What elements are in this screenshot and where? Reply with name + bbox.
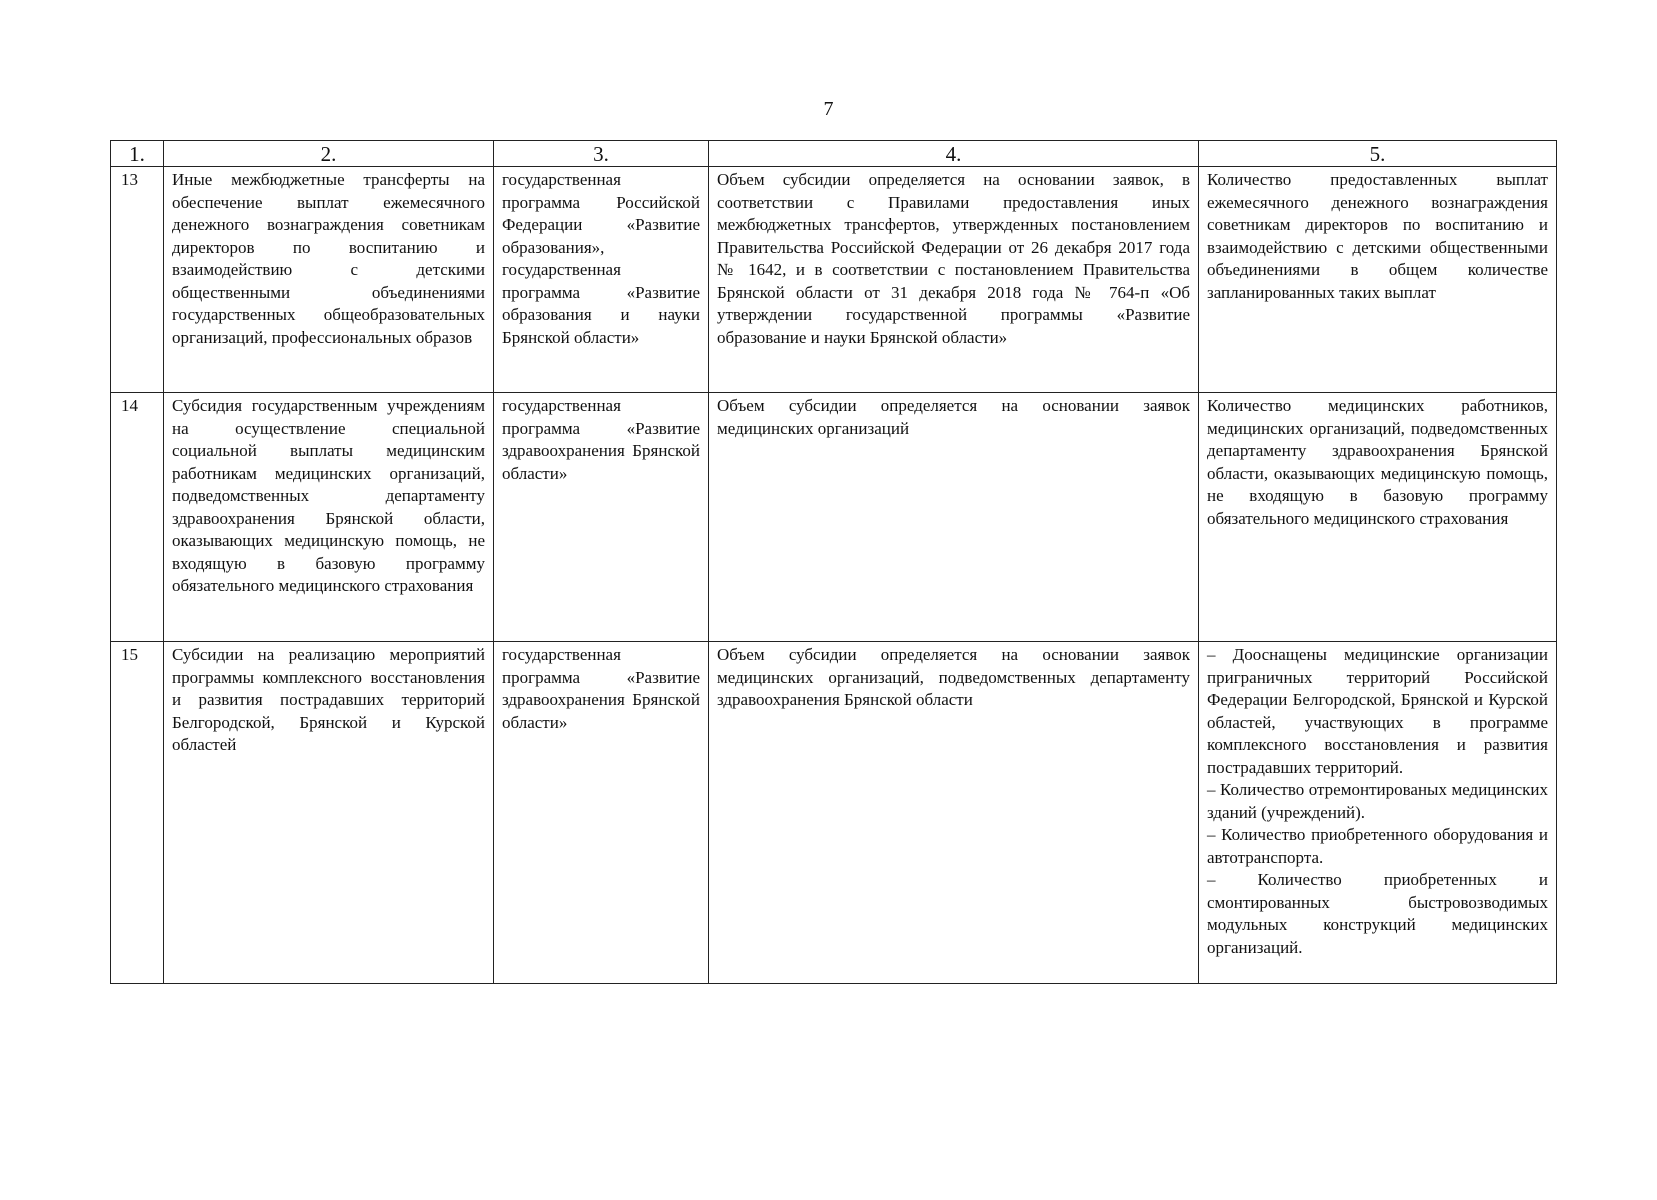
row-method: Объем субсидии определяется на основании заявок, в соответствии с Правилами предоставления иных межбюджетных трансфертов, утвержденных постановлением Правительства Российской Федерации от 26 декабря 2017 года № 1642, и в соответствии с постановлением Правительства Брянской области от 31 декабря 2018 года № 764-п «Об утверждении государственной программы «Развитие образование и науки Брянской области» xyxy=(709,167,1199,393)
table-row xyxy=(111,167,1557,393)
indicator-item: – Дооснащены медицинские организации приграничных территорий Российской Федерации Белгородской, Брянской и Курской областей, участвующих в программе комплексного восстановления и развития пострадавших территорий. xyxy=(1207,645,1548,777)
column-header-method: 4. xyxy=(709,141,1199,167)
row-method: Объем субсидии определяется на основании заявок медицинских организаций xyxy=(709,393,1199,642)
row-program: государственная программа «Развитие здравоохранения Брянской области» xyxy=(494,642,709,984)
table-row xyxy=(111,642,1557,984)
row-name: Иные межбюджетные трансферты на обеспечение выплат ежемесячного денежного вознаграждения советникам директоров по воспитанию и взаимодействию с детскими общественными объединениями государственных общеобразовательных организаций, профессиональных образов xyxy=(164,167,494,393)
row-program: государственная программа Российской Федерации «Развитие образования», государственная программа «Развитие образования и науки Брянской области» xyxy=(494,167,709,393)
column-header-program: 3. xyxy=(494,141,709,167)
row-name: Субсидия государственным учреждениям на осуществление специальной социальной выплаты медицинским работникам медицинских организаций, подведомственных департаменту здравоохранения Брянской области, оказывающих медицинскую помощь, не входящую в базовую программу обязательного медицинского страхования xyxy=(164,393,494,642)
table-header-row xyxy=(111,141,1557,167)
row-indicator xyxy=(1199,642,1557,984)
row-indicator: Количество предоставленных выплат ежемесячного денежного вознаграждения советникам директоров по воспитанию и взаимодействию с детскими общественными объединениями в общем количестве запланированных таких выплат xyxy=(1199,167,1557,393)
column-header-number: 1. xyxy=(111,141,164,167)
subsidy-table xyxy=(110,140,1557,984)
indicator-item: – Количество приобретенных и смонтированных быстровозводимых модульных конструкций медицинских организаций. xyxy=(1207,870,1548,957)
page-number: 7 xyxy=(823,98,834,120)
indicator-item: – Количество приобретенного оборудования и автотранспорта. xyxy=(1207,825,1548,867)
row-number: 15 xyxy=(111,642,164,984)
row-program: государственная программа «Развитие здравоохранения Брянской области» xyxy=(494,393,709,642)
row-method: Объем субсидии определяется на основании заявок медицинских организаций, подведомственных департаменту здравоохранения Брянской области xyxy=(709,642,1199,984)
column-header-indicator: 5. xyxy=(1199,141,1557,167)
table-row xyxy=(111,393,1557,642)
row-name: Субсидии на реализацию мероприятий программы комплексного восстановления и развития пострадавших территорий Белгородской, Брянской и Курской областей xyxy=(164,642,494,984)
row-indicator: Количество медицинских работников, медицинских организаций, подведомственных департаменту здравоохранения Брянской области, оказывающих медицинскую помощь, не входящую в базовую программу обязательного медицинского страхования xyxy=(1199,393,1557,642)
row-number: 14 xyxy=(111,393,164,642)
row-number: 13 xyxy=(111,167,164,393)
column-header-name: 2. xyxy=(164,141,494,167)
indicator-item: – Количество отремонтированых медицинских зданий (учреждений). xyxy=(1207,780,1548,822)
